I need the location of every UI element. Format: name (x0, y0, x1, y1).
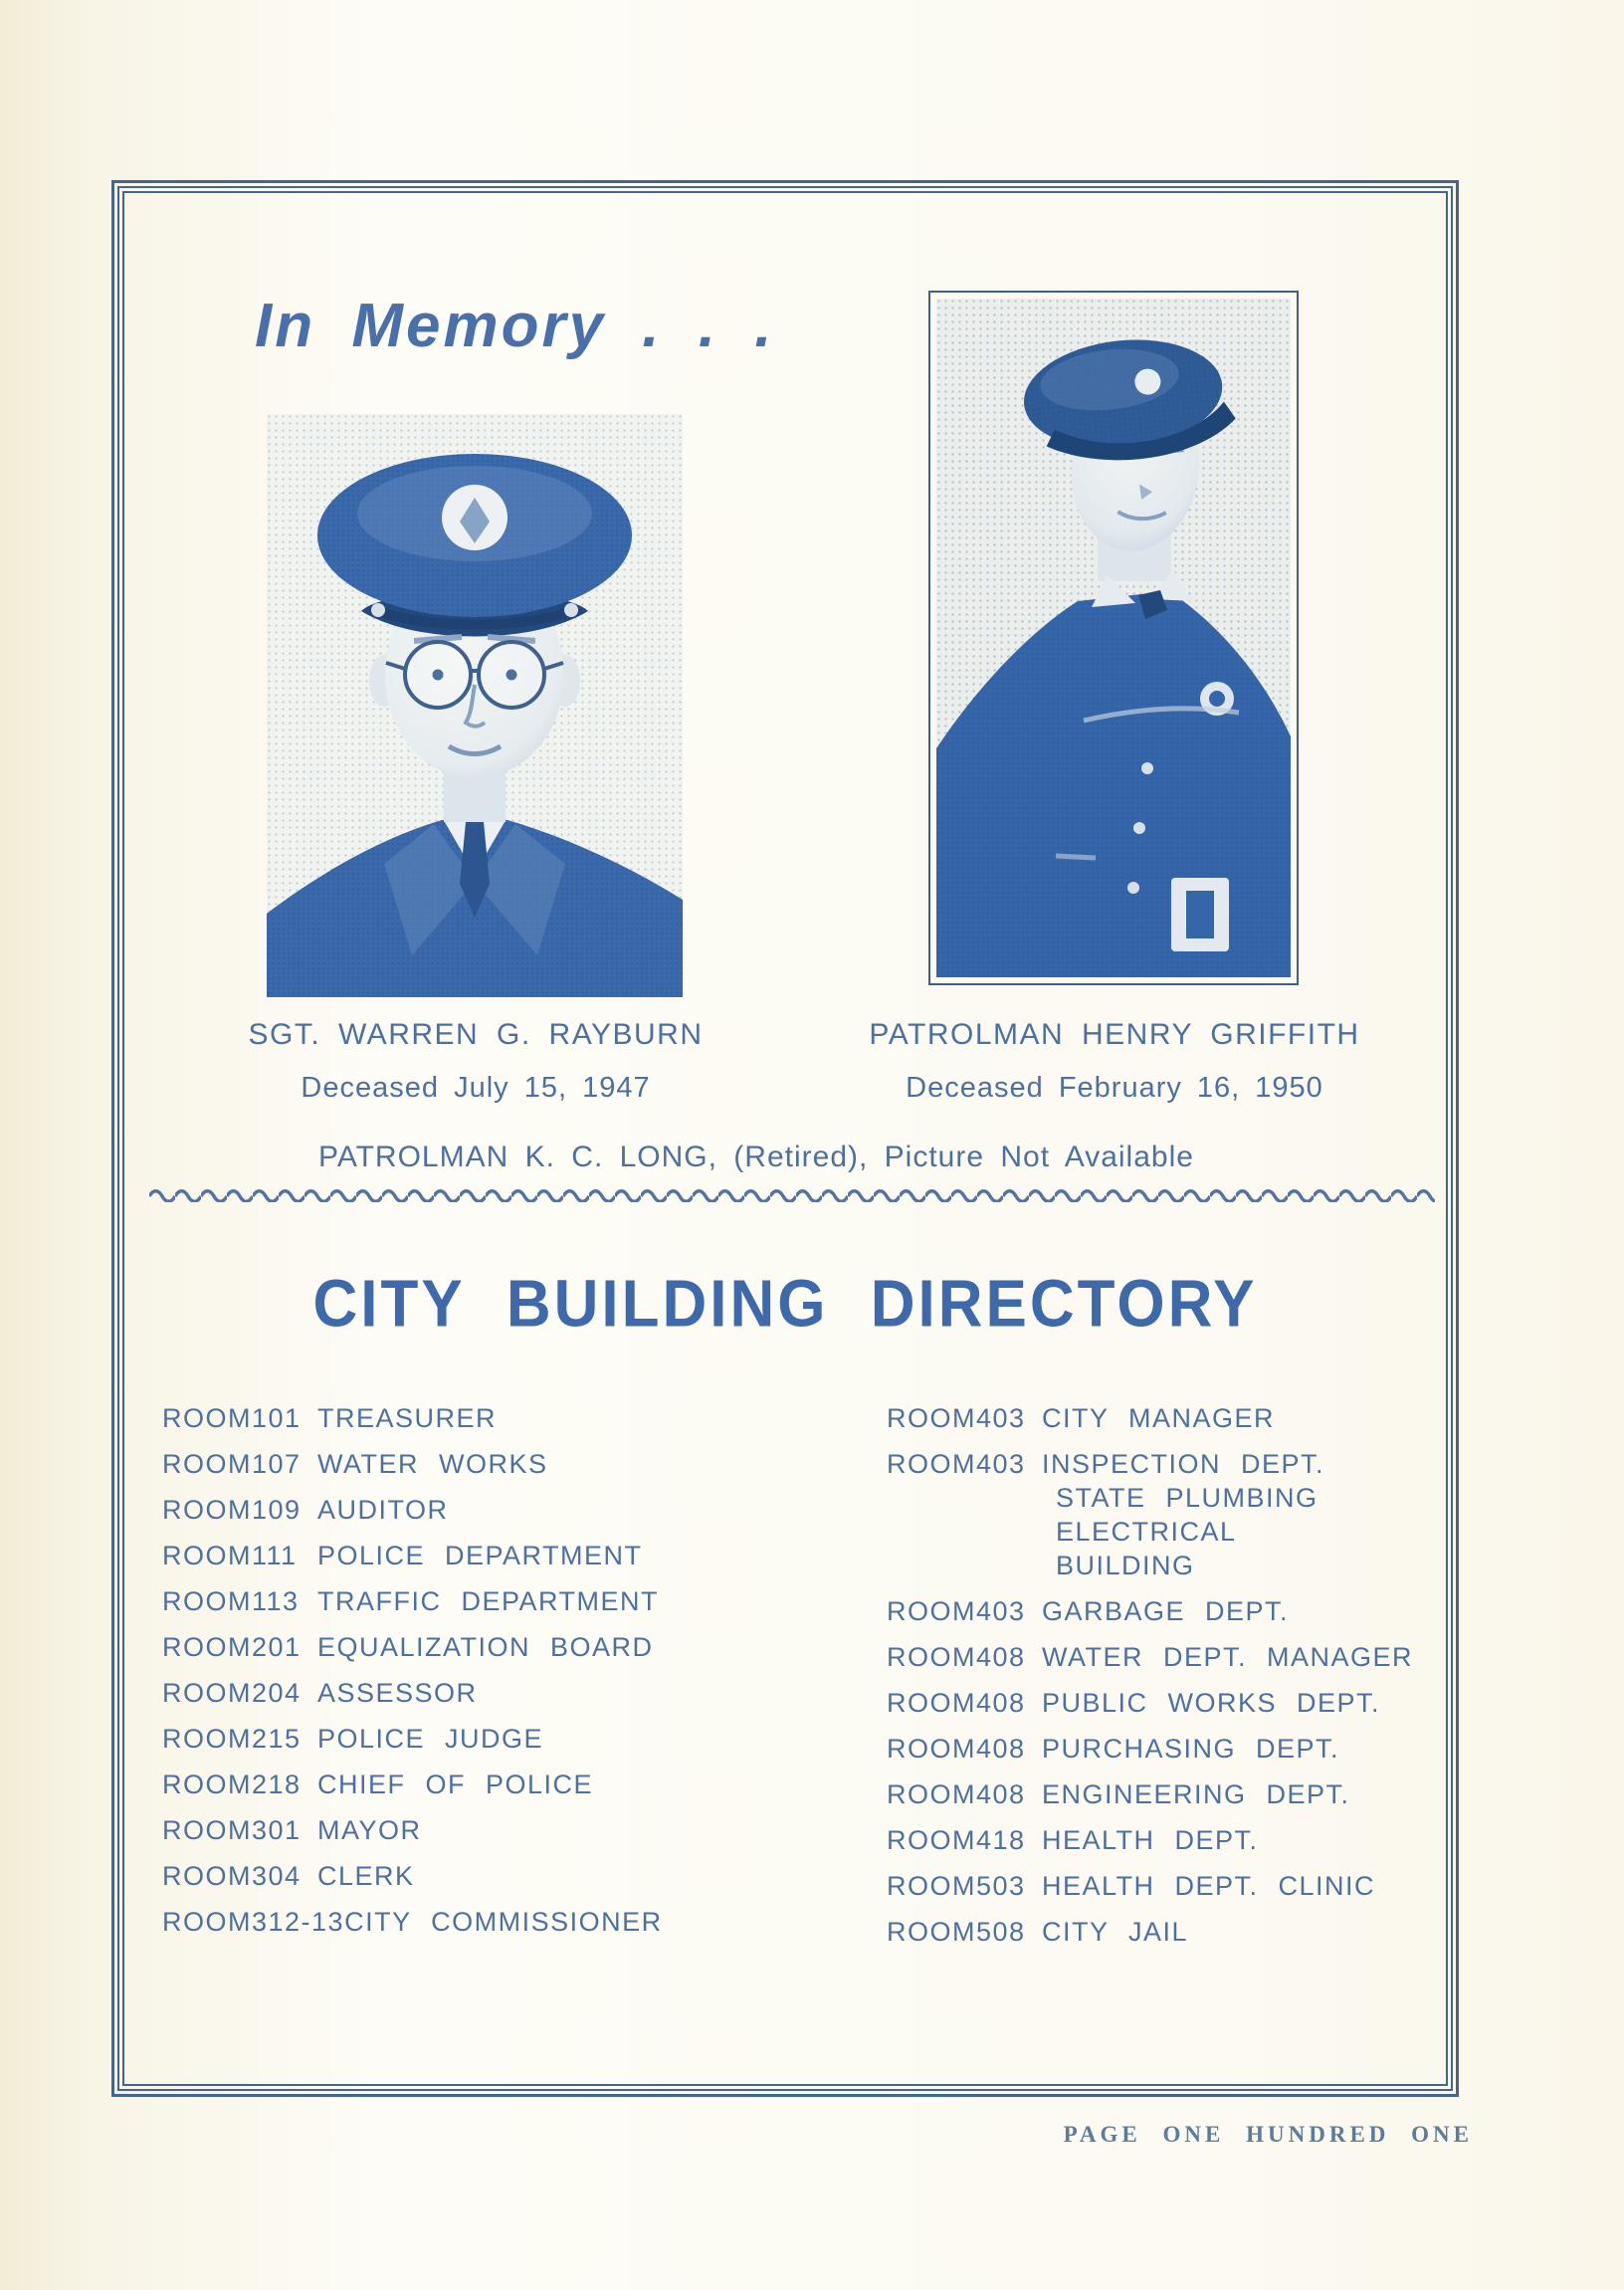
room-department (1042, 1827, 1484, 1854)
room-number: 215 (252, 1724, 302, 1754)
department-subline: BUILDING (1056, 1551, 1195, 1580)
department-name: HEALTH DEPT. (1042, 1825, 1259, 1855)
directory-row (887, 1451, 1484, 1579)
directory-column-left (162, 1405, 759, 1955)
memorial-photo-rayburn (267, 414, 683, 997)
room-label: ROOM (887, 1596, 976, 1626)
department-name: EQUALIZATION BOARD (317, 1632, 654, 1662)
officer-name: PATROLMAN HENRY GRIFFITH (869, 1018, 1360, 1051)
room-label: ROOM (162, 1724, 252, 1754)
room-label: ROOM (162, 1403, 252, 1433)
room-number: 101 (252, 1403, 302, 1433)
room-department (1042, 1919, 1484, 1946)
room-label: ROOM (887, 1449, 976, 1479)
department-name: WATER WORKS (317, 1449, 548, 1479)
directory-row (887, 1781, 1484, 1808)
room-label: ROOM (162, 1907, 252, 1937)
directory-row (162, 1405, 759, 1432)
room-department (317, 1451, 759, 1478)
room-department (317, 1634, 759, 1661)
room-department (317, 1405, 759, 1432)
department-name: PUBLIC WORKS DEPT. (1042, 1688, 1381, 1718)
department-name: CITY MANAGER (1042, 1403, 1276, 1433)
room-department (317, 1543, 759, 1569)
department-name: ENGINEERING DEPT. (1042, 1779, 1350, 1809)
room-label: ROOM (887, 1871, 976, 1901)
department-name: CITY JAIL (1042, 1917, 1189, 1947)
room-department (1042, 1405, 1484, 1432)
department-name: HEALTH DEPT. CLINIC (1042, 1871, 1376, 1901)
directory-row (887, 1644, 1484, 1671)
room-department (344, 1909, 759, 1936)
directory-row (162, 1680, 759, 1707)
directory-row (162, 1451, 759, 1478)
room-label: ROOM (162, 1815, 252, 1845)
room-number: 312-13 (252, 1907, 345, 1937)
room-number: 418 (976, 1825, 1026, 1855)
wavy-divider-rule (149, 1188, 1435, 1202)
directory-row (162, 1817, 759, 1844)
room-number: 109 (252, 1495, 302, 1525)
department-name: TREASURER (317, 1403, 498, 1433)
room-number: 107 (252, 1449, 302, 1479)
page-number-footer: PAGE ONE HUNDRED ONE (1063, 2122, 1473, 2147)
directory-row (162, 1588, 759, 1615)
room-number: 113 (252, 1586, 300, 1616)
room-number: 508 (976, 1917, 1026, 1947)
room-department (1042, 1781, 1484, 1808)
room-department (317, 1726, 759, 1753)
room-number: 503 (976, 1871, 1026, 1901)
directory-column-right (887, 1405, 1484, 1965)
room-number: 301 (252, 1815, 302, 1845)
department-name: CLERK (317, 1861, 415, 1891)
room-department (317, 1680, 759, 1707)
caption-griffith (856, 1019, 1373, 1103)
department-name: PURCHASING DEPT. (1042, 1734, 1340, 1764)
directory-row (162, 1726, 759, 1753)
directory-row (162, 1909, 759, 1936)
department-name: TRAFFIC DEPARTMENT (317, 1586, 660, 1616)
department-name: ASSESSOR (317, 1678, 478, 1708)
room-number: 204 (252, 1678, 302, 1708)
memorial-photo-griffith (928, 291, 1299, 985)
room-department (1042, 1690, 1484, 1717)
room-department (317, 1817, 759, 1844)
room-number: 408 (976, 1779, 1026, 1809)
room-department (317, 1588, 759, 1615)
room-number: 408 (976, 1642, 1026, 1672)
room-label: ROOM (162, 1632, 252, 1662)
caption-rayburn (217, 1019, 734, 1103)
department-name: CITY COMMISSIONER (344, 1907, 663, 1937)
directory-row (162, 1497, 759, 1524)
room-number: 408 (976, 1688, 1026, 1718)
room-label: ROOM (162, 1495, 252, 1525)
directory-row (887, 1919, 1484, 1946)
room-label: ROOM (887, 1403, 976, 1433)
directory-heading: CITY BUILDING DIRECTORY (312, 1267, 1258, 1342)
room-department (1042, 1873, 1484, 1900)
room-number: 111 (252, 1541, 298, 1570)
department-subline: STATE PLUMBING (1056, 1483, 1319, 1513)
directory-row (887, 1598, 1484, 1625)
room-department (317, 1771, 759, 1798)
room-label: ROOM (162, 1770, 252, 1799)
room-number: 403 (976, 1596, 1026, 1626)
room-label: ROOM (162, 1449, 252, 1479)
room-number: 408 (976, 1734, 1026, 1764)
directory-row (162, 1771, 759, 1798)
room-department (1042, 1598, 1484, 1625)
portrait-griffith-halftone (936, 299, 1291, 977)
portrait-rayburn-halftone (267, 414, 683, 997)
room-number: 201 (252, 1632, 302, 1662)
room-number: 304 (252, 1861, 302, 1891)
officer-name: SGT. WARREN G. RAYBURN (248, 1018, 704, 1051)
room-label: ROOM (887, 1825, 976, 1855)
department-name: POLICE JUDGE (317, 1724, 544, 1754)
room-number: 403 (976, 1449, 1026, 1479)
room-number: 403 (976, 1403, 1026, 1433)
room-label: ROOM (162, 1678, 252, 1708)
officer-deceased-date: Deceased July 15, 1947 (301, 1072, 651, 1104)
department-name: AUDITOR (317, 1495, 449, 1525)
room-label: ROOM (162, 1541, 252, 1570)
directory-row (887, 1873, 1484, 1900)
room-label: ROOM (887, 1779, 976, 1809)
directory-row (887, 1827, 1484, 1854)
room-label: ROOM (887, 1734, 976, 1764)
room-department (1042, 1736, 1484, 1763)
room-department (1042, 1451, 1484, 1579)
room-department (317, 1497, 759, 1524)
room-number: 218 (252, 1770, 302, 1799)
department-name: CHIEF OF POLICE (317, 1770, 594, 1799)
directory-row (162, 1863, 759, 1890)
room-label: ROOM (887, 1688, 976, 1718)
room-label: ROOM (887, 1917, 976, 1947)
room-label: ROOM (887, 1642, 976, 1672)
room-label: ROOM (162, 1861, 252, 1891)
directory-row (162, 1543, 759, 1569)
directory-row (887, 1690, 1484, 1717)
department-subline: ELECTRICAL (1056, 1517, 1237, 1547)
department-name: GARBAGE DEPT. (1042, 1596, 1290, 1626)
page-title: In Memory . . . (255, 292, 775, 360)
room-department (1042, 1644, 1484, 1671)
department-name: POLICE DEPARTMENT (317, 1541, 643, 1570)
department-name: INSPECTION DEPT. (1042, 1449, 1325, 1479)
directory-row (162, 1634, 759, 1661)
retired-officer-note: PATROLMAN K. C. LONG, (Retired), Picture Not Available (318, 1141, 1194, 1173)
department-name: WATER DEPT. MANAGER (1042, 1642, 1414, 1672)
officer-deceased-date: Deceased February 16, 1950 (906, 1072, 1323, 1104)
room-department (317, 1863, 759, 1890)
room-label: ROOM (162, 1586, 252, 1616)
directory-row (887, 1405, 1484, 1432)
directory-row (887, 1736, 1484, 1763)
department-name: MAYOR (317, 1815, 422, 1845)
